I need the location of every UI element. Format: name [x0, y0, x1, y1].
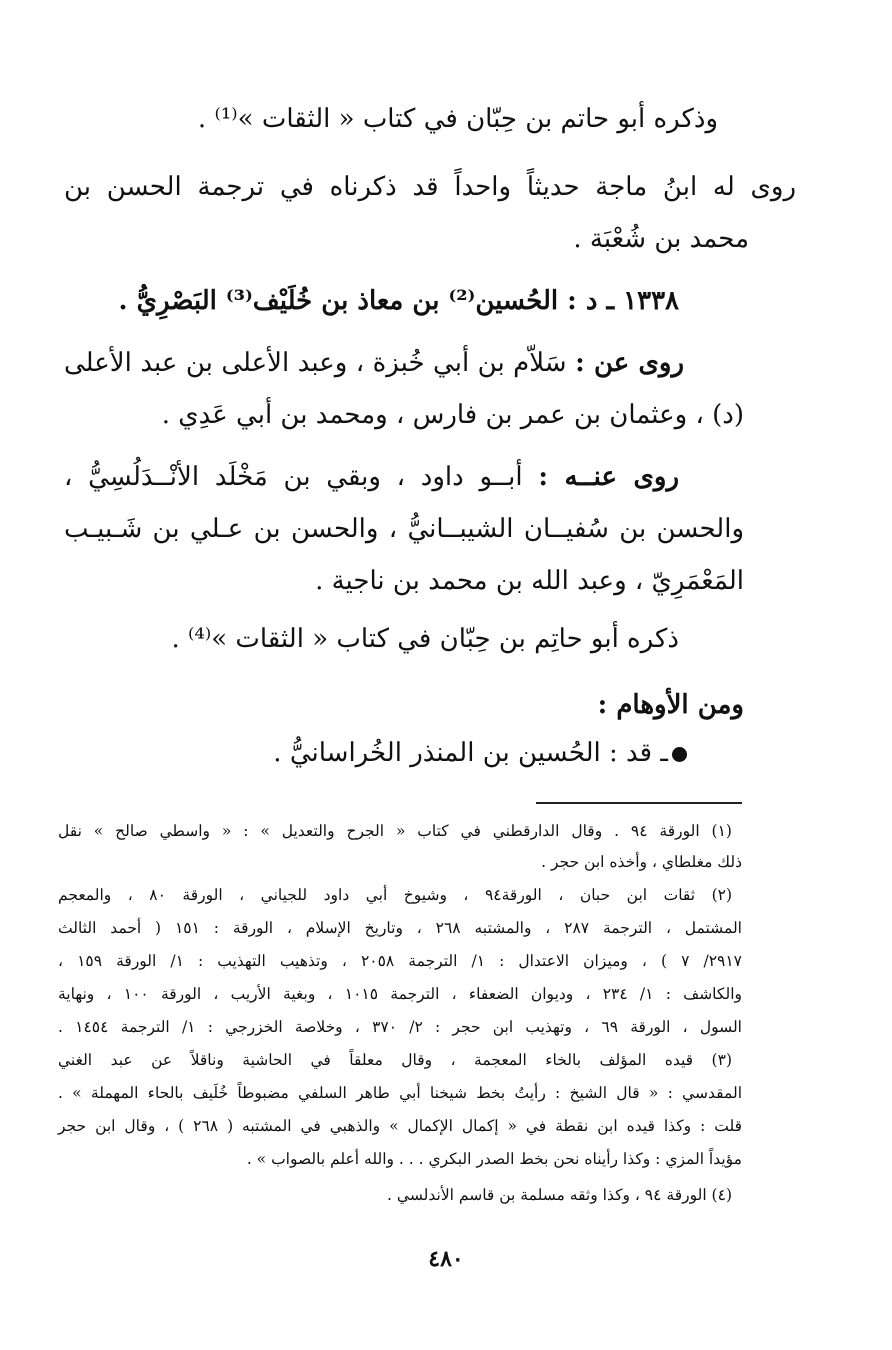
footnote-line-11: مؤيداً المزي : وكذا رأيناه نحن بخط الصدر البكري . . . والله أعلم بالصواب » .	[246, 1150, 742, 1168]
lead-roa-an-rest: سَلاّم بن أبي خُبزة ،	[355, 348, 567, 378]
main-line-1: وذكره أبو حاتم بن حِبّان في كتاب « الثقات »⁽¹⁾ .	[197, 104, 718, 134]
footnote-line-2: ذلك مغلطاي ، وأخذه ابن حجر .	[541, 853, 742, 871]
main-line-7-text: أبــو داود ، وبقي بن مَخْلَد الأنْــدَلُسِيُّ ،	[64, 462, 523, 492]
bullet-entry	[273, 738, 687, 769]
main-line-9: المَعْمَرِيّ ، وعبد الله بن محمد بن ناجية .	[315, 566, 744, 596]
main-line-7	[64, 462, 679, 493]
main-line-6: (د) ، وعثمان بن عمر بن فارس ، ومحمد بن أبي عَدِي .	[161, 400, 744, 430]
main-line-8: والحسن بن سُفيــان الشيبــانيُّ ، والحسن بن عـلي بن شَـبيـب	[64, 514, 744, 544]
bullet-icon	[672, 747, 687, 762]
footnote-line-7: السول ، الورقة ٦٩ ، وتهذيب ابن حجر : ٢/ ٣٧٠ ، وخلاصة الخزرجي : ١/ الترجمة ١٤٥٤ .	[58, 1018, 742, 1036]
footnote-line-1: (١) الورقة ٩٤ . وقال الدارقطني في كتاب « الجرح والتعديل » : « واسطي صالح » نقل	[58, 822, 732, 840]
page-number: ٤٨٠	[428, 1246, 464, 1272]
lead-roa-an: روى عن :	[575, 348, 685, 378]
main-line-5-text: وعبد الأعلى بن عبد الأعلى	[64, 348, 348, 378]
main-line-10: ذكره أبو حاتِم بن حِبّان في كتاب « الثقات »⁽⁴⁾ .	[171, 624, 679, 654]
entry-heading-1338: ١٣٣٨ ـ د : الحُسين⁽²⁾ بن معاذ بن خُلَيْف⁽³⁾ البَصْرِيُّ .	[118, 286, 679, 316]
footnote-line-8: (٣) قيده المؤلف بالخاء المعجمة ، وقال معلقاً في الحاشية وناقلاً عن عبد الغني	[58, 1051, 732, 1069]
footnote-line-9: المقدسي : « قال الشيخ : رأيتُ بخط شيخنا أبي طاهر السلفي مضبوطاً خُلَيف بالحاء المهملة » .	[58, 1084, 742, 1102]
footnote-separator	[536, 802, 742, 804]
bullet-entry-text: ـ قد : الحُسين بن المنذر الخُراسانيُّ .	[273, 738, 668, 768]
footnote-line-12: (٤) الورقة ٩٤ ، وكذا وثقه مسلمة بن قاسم الأندلسي .	[387, 1186, 732, 1204]
main-line-2: روى له ابنُ ماجة حديثاً واحداً قد ذكرناه في ترجمة الحسن بن	[64, 172, 796, 202]
footnote-line-10: قلت : وكذا قيده ابن نقطة في « إكمال الإكمال » والذهبي في المشتبه ( ٢٦٨ ) ، وقال ابن حجر	[58, 1117, 743, 1135]
section-heading-awham: ومن الأوهام :	[597, 690, 744, 720]
footnote-line-3: (٢) ثقات ابن حبان ، الورقة٩٤ ، وشيوخ أبي داود للجياني ، الورقة ٨٠ ، والمعجم	[58, 886, 733, 904]
footnote-line-6: والكاشف : ١/ ٢٣٤ ، وديوان الضعفاء ، الترجمة ١٠١٥ ، وبغية الأريب ، الورقة ١٠٠ ، ونهاية	[58, 985, 742, 1003]
footnote-line-5: ٢٩١٧/ ٧ ) ، وميزان الاعتدال : ١/ الترجمة ٢٠٥٨ ، وتذهيب التهذيب : ١/ الورقة ١٥٩ ،	[58, 952, 742, 970]
lead-roa-anhu: روى عنــه :	[538, 462, 680, 492]
main-line-3: محمد بن شُعْبَة .	[573, 224, 749, 254]
main-line-5	[64, 348, 684, 379]
footnote-line-4: المشتمل ، الترجمة ٢٨٧ ، والمشتبه ٢٦٨ ، وتاريخ الإسلام ، الورقة : ١٥١ ( أحمد الثالث	[58, 919, 742, 937]
